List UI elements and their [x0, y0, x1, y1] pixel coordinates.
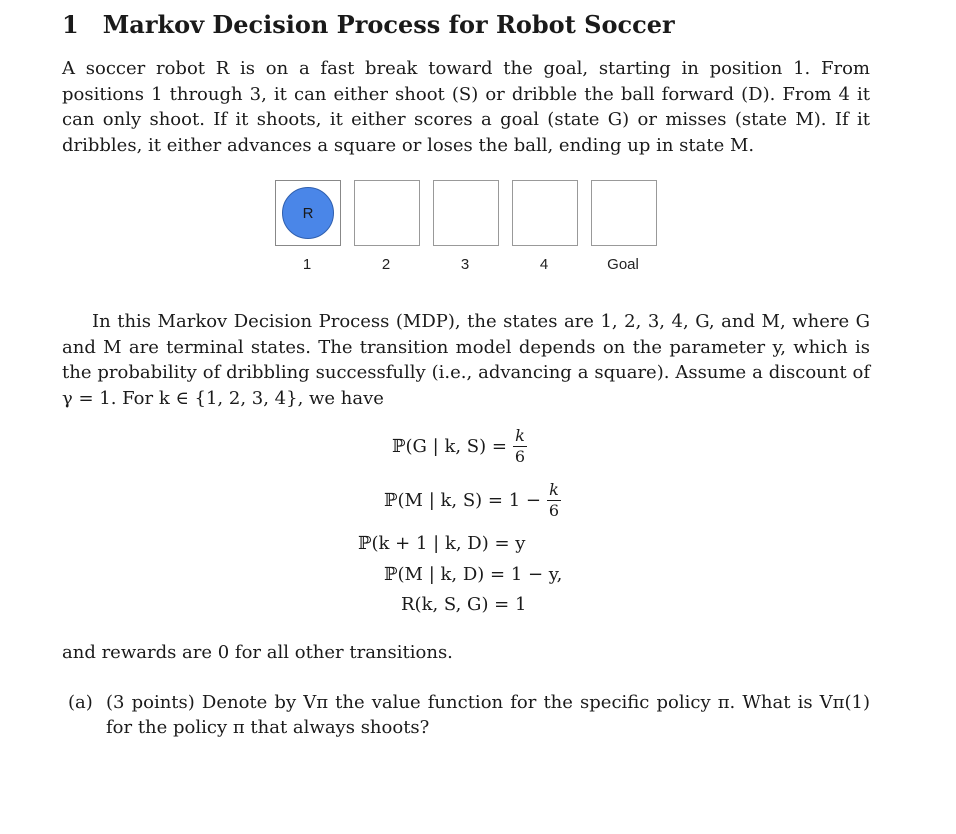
board-cell-2 [354, 180, 420, 246]
board-cell-3 [433, 180, 499, 246]
eq1-lhs: ℙ(G | k, S) = [392, 436, 507, 457]
soccer-board-diagram [275, 180, 659, 280]
intro-paragraph: A soccer robot R is on a fast break toward the goal, starting in position 1. From positions 1 through 3, it can either shoot (S) or dribble the ball forward (D). From 4 it can only shoot. If it shoots, it either scores a goal (state G) or misses (state M). If it dribbles, it either advances a square or loses the ball, ending up in state M. [62, 58, 870, 156]
question-label: (a) [68, 692, 93, 713]
section-title: Markov Decision Process for Robot Soccer [102, 10, 675, 39]
cell-label-1: 1 [302, 256, 312, 273]
cell-label-goal: Goal [607, 256, 639, 273]
cell-label-4: 4 [539, 256, 549, 273]
robot-label: R [302, 204, 314, 222]
question-text: (3 points) Denote by Vπ the value function for the specific policy π. What is Vπ(1) for the policy π that always shoots? [106, 692, 870, 738]
equation-dribble-lose: ℙ(M | k, D) = 1 − y, [384, 564, 563, 585]
equation-shoot-goal [392, 427, 527, 466]
eq1-numerator: k [515, 426, 525, 445]
eq1-denominator: 6 [514, 447, 526, 466]
eq2-fraction [547, 481, 561, 520]
eq1-fraction [513, 427, 527, 466]
cell-label-2: 2 [381, 256, 391, 273]
mdp-paragraph: In this Markov Decision Process (MDP), the states are 1, 2, 3, 4, G, and M, where G and M are terminal states. The transition model depends on the parameter y, which is the probability of dribbling successfully (i.e., advancing a square). Assume a discount of γ = 1. For k ∈ {1, 2, 3, 4}, we have [62, 311, 870, 409]
equation-shoot-miss [384, 481, 561, 520]
eq2-lhs: ℙ(M | k, S) = 1 − [384, 490, 541, 511]
eq2-denominator: 6 [548, 501, 560, 520]
rewards-paragraph: and rewards are 0 for all other transitions. [62, 642, 453, 663]
section-heading [62, 10, 675, 39]
cell-label-3: 3 [460, 256, 470, 273]
board-cell-1 [275, 180, 341, 246]
section-number: 1 [62, 10, 79, 39]
equation-reward: R(k, S, G) = 1 [401, 594, 527, 615]
board-cell-4 [512, 180, 578, 246]
board-cell-goal [591, 180, 657, 246]
equation-dribble-advance: ℙ(k + 1 | k, D) = y [358, 533, 526, 554]
question-a [68, 690, 870, 740]
robot-circle [282, 187, 334, 239]
eq2-numerator: k [549, 480, 559, 499]
